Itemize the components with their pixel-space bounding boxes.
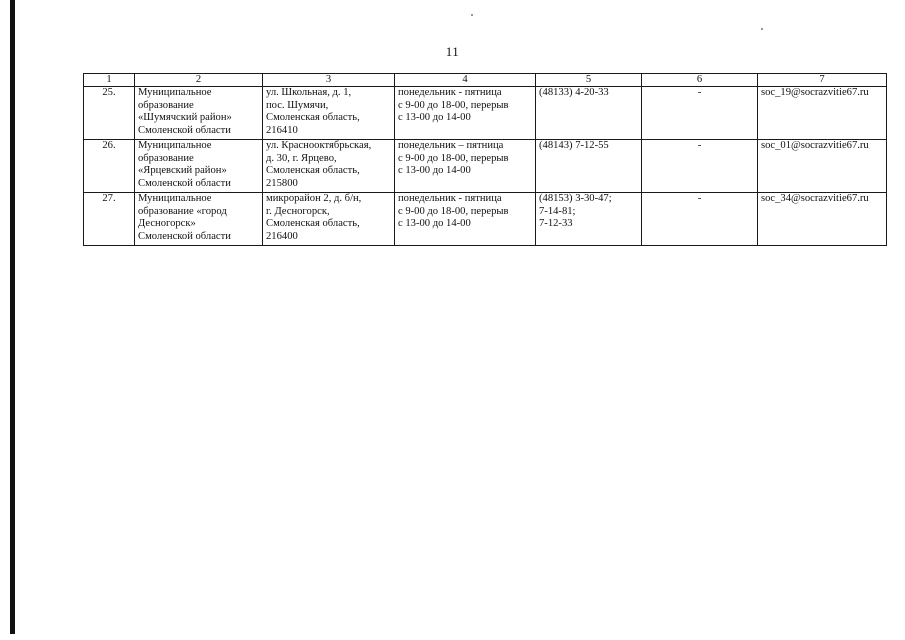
offices-table bbox=[83, 73, 887, 246]
phone-cell: (48153) 3-30-47; 7-14-81; 7-12-33 bbox=[536, 193, 642, 246]
scan-edge-bar bbox=[10, 0, 15, 634]
column-header: 5 bbox=[536, 74, 642, 87]
column-header: 3 bbox=[263, 74, 395, 87]
column-header: 2 bbox=[135, 74, 263, 87]
address-cell: ул. Краснооктябрьская, д. 30, г. Ярцево, Смоленская область, 215800 bbox=[263, 140, 395, 193]
working-hours-cell: понедельник - пятница с 9-00 до 18-00, перерыв с 13-00 до 14-00 bbox=[395, 87, 536, 140]
page-number: 11 bbox=[445, 44, 460, 59]
table-header-row bbox=[84, 74, 887, 87]
municipality-name: Муниципальное образование «Шумячский район» Смоленской области bbox=[135, 87, 263, 140]
working-hours-cell: понедельник – пятница с 9-00 до 18-00, перерыв с 13-00 до 14-00 bbox=[395, 140, 536, 193]
column-6-cell: - bbox=[642, 140, 758, 193]
column-6-cell: - bbox=[642, 87, 758, 140]
table-row bbox=[84, 140, 887, 193]
email-cell: soc_34@socrazvitie67.ru bbox=[758, 193, 887, 246]
row-number: 26. bbox=[84, 140, 135, 193]
email-cell: soc_19@socrazvitie67.ru bbox=[758, 87, 887, 140]
column-6-cell: - bbox=[642, 193, 758, 246]
municipality-name: Муниципальное образование «Ярцевский район» Смоленской области bbox=[135, 140, 263, 193]
column-header: 6 bbox=[642, 74, 758, 87]
working-hours-cell: понедельник - пятница с 9-00 до 18-00, перерыв с 13-00 до 14-00 bbox=[395, 193, 536, 246]
row-number: 27. bbox=[84, 193, 135, 246]
column-header: 1 bbox=[84, 74, 135, 87]
email-cell: soc_01@socrazvitie67.ru bbox=[758, 140, 887, 193]
table-row bbox=[84, 87, 887, 140]
address-cell: ул. Школьная, д. 1, пос. Шумячи, Смоленская область, 216410 bbox=[263, 87, 395, 140]
scan-speck bbox=[471, 14, 473, 16]
address-cell: микрорайон 2, д. б/н, г. Десногорск, Смоленская область, 216400 bbox=[263, 193, 395, 246]
row-number: 25. bbox=[84, 87, 135, 140]
scan-speck bbox=[761, 28, 763, 30]
column-header: 7 bbox=[758, 74, 887, 87]
phone-cell: (48143) 7-12-55 bbox=[536, 140, 642, 193]
column-header: 4 bbox=[395, 74, 536, 87]
municipality-name: Муниципальное образование «город Десногорск» Смоленской области bbox=[135, 193, 263, 246]
phone-cell: (48133) 4-20-33 bbox=[536, 87, 642, 140]
table-row bbox=[84, 193, 887, 246]
